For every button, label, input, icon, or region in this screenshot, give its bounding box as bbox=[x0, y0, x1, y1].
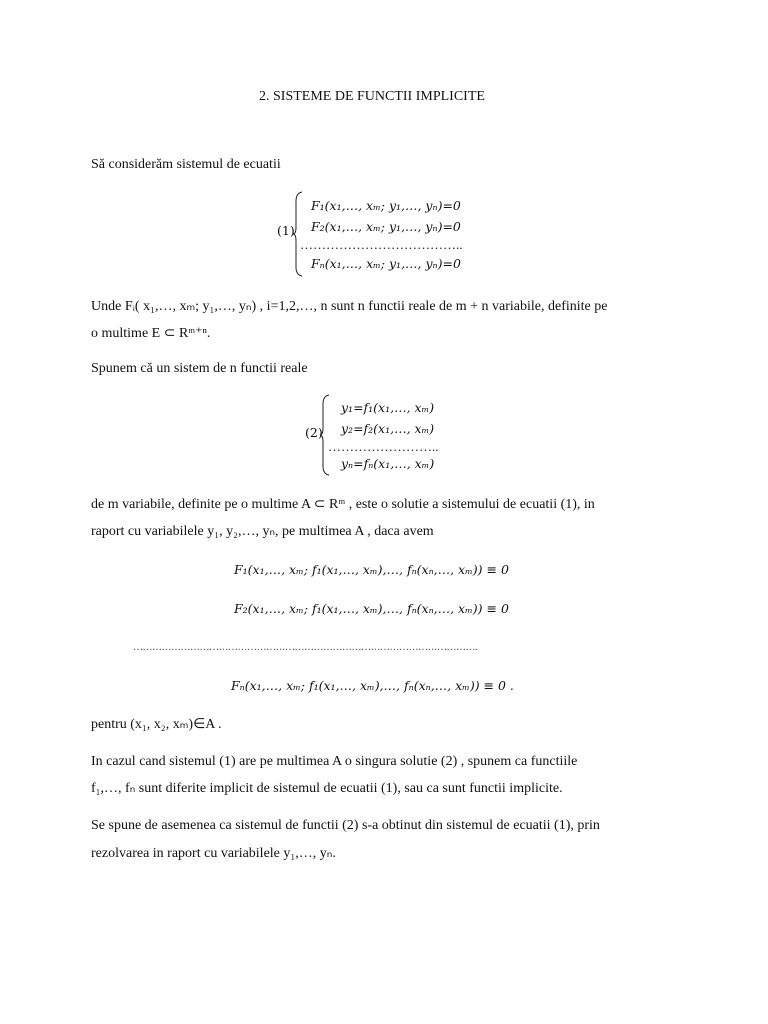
paragraph-cazul-line-1: In cazul cand sistemul (1) are pe multimea A o singura solutie (2) , spunem ca functiile bbox=[91, 754, 578, 769]
system-1-eq-1: F₁(x₁,…, xₘ; y₁,…, yₙ)=0 bbox=[311, 198, 461, 213]
system-2-dots: …………………….. bbox=[328, 439, 439, 454]
identity-1: F₁(x₁,…, xₘ; f₁(x₁,…, xₘ),…, fₙ(xₙ,…, xₘ)) ≡ 0 bbox=[234, 562, 509, 577]
system-2-eq-2: y₂=f₂(x₁,…, xₘ) bbox=[341, 421, 435, 436]
intro-paragraph: Să considerăm sistemul de ecuatii bbox=[91, 157, 281, 172]
system-1-label: (1) bbox=[277, 223, 295, 238]
page-title: 2. SISTEME DE FUNCTII IMPLICITE bbox=[259, 89, 485, 104]
paragraph-unde-line-2: o multime E ⊂ Rᵐ⁺ⁿ. bbox=[91, 326, 211, 341]
system-2-eq-1: y₁=f₁(x₁,…, xₘ) bbox=[341, 400, 435, 415]
identity-2: F₂(x₁,…, xₘ; f₁(x₁,…, xₘ),…, fₙ(xₙ,…, xₘ)) ≡ 0 bbox=[234, 601, 509, 616]
system-2-label: (2) bbox=[305, 425, 323, 440]
system-2-brace bbox=[319, 394, 331, 476]
system-1-dots: ……………………………….. bbox=[300, 237, 463, 252]
paragraph-spune-line-1: Se spune de asemenea ca sistemul de functii (2) s-a obtinut din sistemul de ecuatii (1), prin bbox=[91, 818, 600, 833]
paragraph-pentru: pentru (x₁, x₂, xₘ)∈A . bbox=[91, 717, 222, 732]
system-1-eq-2: F₂(x₁,…, xₘ; y₁,…, yₙ)=0 bbox=[311, 219, 461, 234]
system-1-brace bbox=[292, 191, 304, 277]
system-1-eq-n: Fₙ(x₁,…, xₘ; y₁,…, yₙ)=0 bbox=[311, 256, 461, 271]
paragraph-spune-line-2: rezolvarea in raport cu variabilele y₁,…, yₙ. bbox=[91, 846, 336, 861]
paragraph-de-line-2: raport cu variabilele y₁, y₂,…, yₙ, pe multimea A , daca avem bbox=[91, 524, 434, 539]
paragraph-unde-line-1: Unde Fᵢ( x₁,…, xₘ; y₁,…, yₙ) , i=1,2,…, n sunt n functii reale de m + n variabile, definite pe bbox=[91, 299, 608, 314]
system-2-eq-n: yₙ=fₙ(x₁,…, xₘ) bbox=[341, 456, 435, 471]
identity-n: Fₙ(x₁,…, xₘ; f₁(x₁,…, xₘ),…, fₙ(xₙ,…, xₘ)) ≡ 0 . bbox=[231, 678, 514, 693]
paragraph-spunem: Spunem că un sistem de n functii reale bbox=[91, 361, 308, 376]
paragraph-cazul-line-2: f₁,…, fₙ sunt diferite implicit de sistemul de ecuatii (1), sau ca sunt functii implicite. bbox=[91, 781, 563, 796]
paragraph-de-line-1: de m variabile, definite pe o multime A ⊂ Rᵐ , este o solutie a sistemului de ecuatii (1), in bbox=[91, 497, 595, 512]
dotted-separator: ………………………………………………………………………………………………. bbox=[133, 642, 477, 653]
